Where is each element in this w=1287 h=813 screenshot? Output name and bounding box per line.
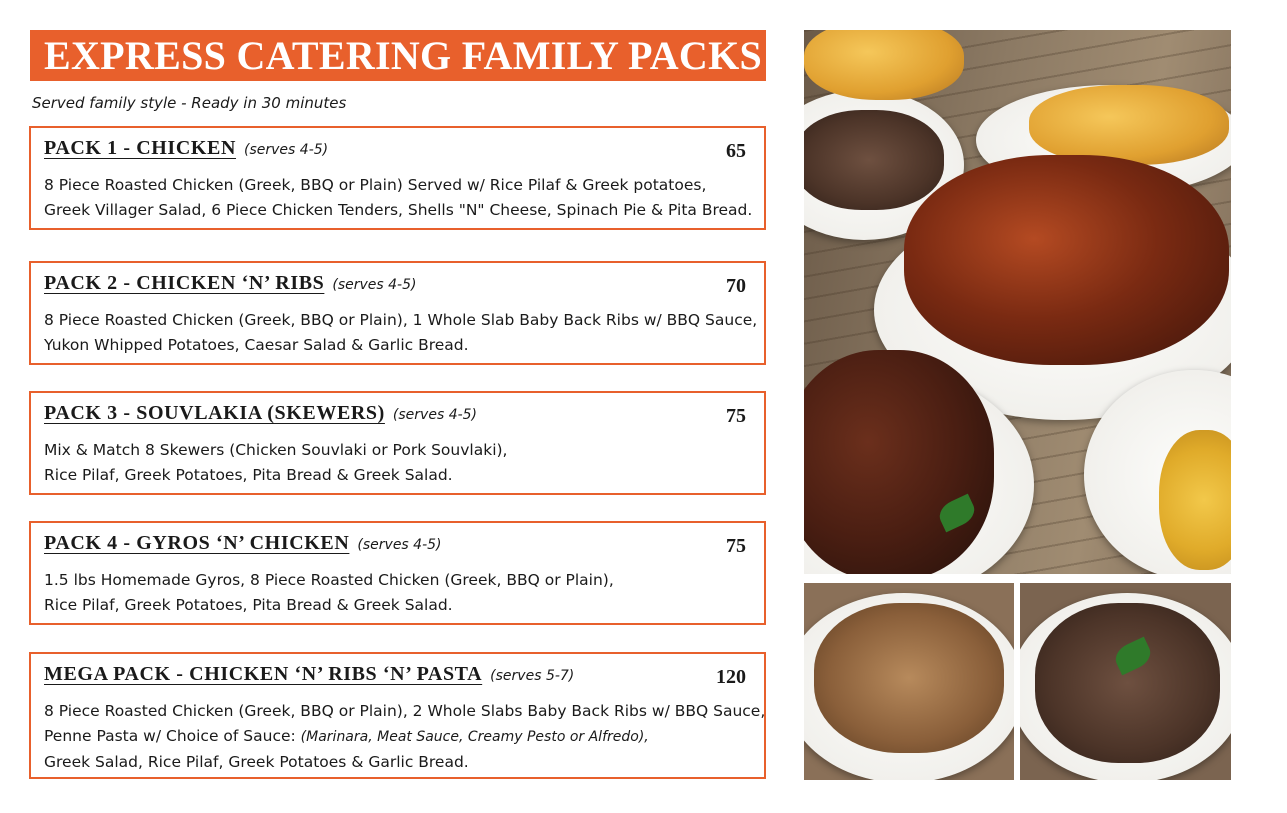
food-photo-chicken-ribs	[804, 30, 1231, 574]
pack-card-mega	[29, 652, 766, 779]
pack-description-line: Yukon Whipped Potatoes, Caesar Salad & Garlic Bread.	[44, 336, 469, 354]
rice-pilaf	[1159, 430, 1231, 570]
food-photo-skewers	[804, 583, 1014, 780]
pack-header	[44, 137, 328, 160]
pack-description	[44, 699, 766, 775]
food-photo-gyros	[1020, 583, 1231, 780]
pack-serves: (serves 4-5)	[392, 407, 478, 423]
pack-description-text: Penne Pasta w/ Choice of Sauce:	[44, 727, 296, 745]
pack-header	[44, 532, 442, 555]
pack-description-line	[44, 724, 724, 750]
page-subtitle: Served family style - Ready in 30 minutes	[32, 94, 347, 112]
potatoes	[804, 30, 964, 100]
pack-description-line: Mix & Match 8 Skewers (Chicken Souvlaki or Pork Souvlaki),	[44, 441, 508, 459]
sauce-note: (Marinara, Meat Sauce, Creamy Pesto or Alfredo),	[300, 729, 649, 745]
pack-price: 75	[726, 405, 746, 427]
pack-description	[44, 438, 724, 488]
pack-description-line: Greek Villager Salad, 6 Piece Chicken Tenders, Shells "N" Cheese, Spinach Pie & Pita Bread.	[44, 201, 753, 219]
pack-description-line: Rice Pilaf, Greek Potatoes, Pita Bread & Greek Salad.	[44, 466, 453, 484]
page-title: EXPRESS CATERING FAMILY PACKS	[30, 30, 766, 81]
pack-serves: (serves 4-5)	[357, 537, 442, 553]
pack-description-line: 8 Piece Roasted Chicken (Greek, BBQ or Plain), 1 Whole Slab Baby Back Ribs w/ BBQ Sauce,	[44, 311, 758, 329]
pack-title: PACK 4 - GYROS ‘N’ CHICKEN	[44, 532, 350, 554]
pack-header	[44, 272, 416, 295]
bbq-chicken	[904, 155, 1229, 365]
bbq-ribs	[804, 350, 994, 574]
pack-price: 120	[716, 666, 746, 688]
gyro-meat	[804, 110, 944, 210]
pack-price: 65	[726, 140, 746, 162]
pack-description	[44, 173, 753, 223]
pack-description	[44, 568, 724, 618]
pack-price: 75	[726, 535, 746, 557]
pack-price: 70	[726, 275, 746, 297]
pack-serves: (serves 4-5)	[244, 142, 329, 158]
pack-header	[44, 402, 477, 425]
pack-description-line: 8 Piece Roasted Chicken (Greek, BBQ or Plain), 2 Whole Slabs Baby Back Ribs w/ BBQ Sauce,	[44, 702, 766, 720]
pack-card-1	[29, 126, 766, 230]
pack-card-2	[29, 261, 766, 365]
pack-header	[44, 663, 574, 686]
pack-description-line: 1.5 lbs Homemade Gyros, 8 Piece Roasted Chicken (Greek, BBQ or Plain),	[44, 571, 614, 589]
gyro-meat	[1035, 603, 1220, 763]
potatoes	[1029, 85, 1229, 165]
pack-description-line: Greek Salad, Rice Pilaf, Greek Potatoes & Garlic Bread.	[44, 753, 469, 771]
pack-card-4	[29, 521, 766, 625]
pack-title: PACK 1 - CHICKEN	[44, 137, 237, 159]
pack-card-3	[29, 391, 766, 495]
pack-description-line: 8 Piece Roasted Chicken (Greek, BBQ or Plain) Served w/ Rice Pilaf & Greek potatoes,	[44, 176, 707, 194]
pack-serves: (serves 4-5)	[332, 277, 417, 293]
souvlaki-skewers	[814, 603, 1004, 753]
pack-title: MEGA PACK - CHICKEN ‘N’ RIBS ‘N’ PASTA	[44, 663, 483, 685]
pack-title: PACK 2 - CHICKEN ‘N’ RIBS	[44, 272, 325, 294]
pack-serves: (serves 5-7)	[490, 668, 575, 684]
pack-description	[44, 308, 758, 358]
pack-description-line: Rice Pilaf, Greek Potatoes, Pita Bread & Greek Salad.	[44, 596, 453, 614]
pack-title: PACK 3 - SOUVLAKIA (SKEWERS)	[44, 402, 385, 424]
